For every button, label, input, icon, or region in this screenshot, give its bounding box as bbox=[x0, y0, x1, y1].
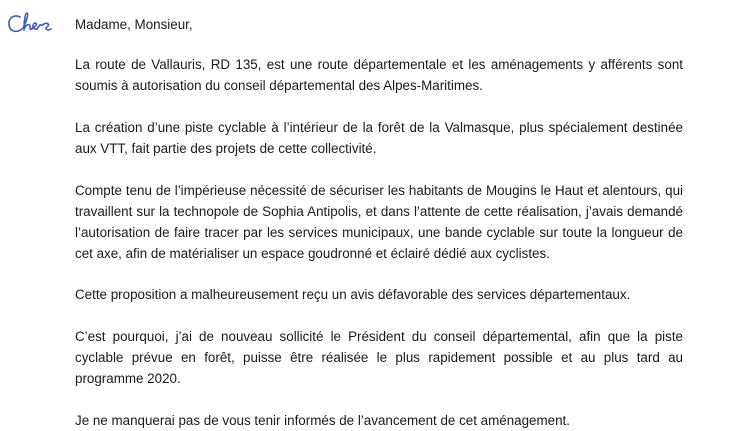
paragraph-sollicitation-president: C’est pourquoi, j’ai de nouveau sollicité le Président du conseil départemental, afin que la piste cyclable prévue en forêt, puisse être réalisée le plus rapidement possible et au plus tard au programme 2020. bbox=[75, 329, 683, 386]
paragraph-bande-cyclable: Compte tenu de l’impérieuse nécessité de sécuriser les habitants de Mougins le Haut et alentours, qui travaillent sur la technopole de Sophia Antipolis, et dans l’attente de cette réalisation, j’avais demandé l’autorisation de faire tracer par les services municipaux, une bande cyclable sur toute la longueur de cet axe, afin de matérialiser un espace goudronné et éclairé dédié aux cyclistes. bbox=[75, 183, 683, 261]
handwritten-greeting bbox=[6, 8, 66, 42]
paragraph-conclusion: Je ne manquerai pas de vous tenir informés de l’avancement de cet aménagement. bbox=[75, 413, 570, 428]
salutation: Madame, Monsieur, bbox=[75, 17, 193, 32]
paragraph-route-vallauris: La route de Vallauris, RD 135, est une route départementale et les aménagements y afférents sont soumis à autorisation du conseil départemental des Alpes-Maritimes. bbox=[75, 57, 683, 93]
paragraph-avis-defavorable: Cette proposition a malheureusement reçu un avis défavorable des services départementaux. bbox=[75, 287, 631, 302]
paragraph-piste-valmasque: La création d’une piste cyclable à l’intérieur de la forêt de la Valmasque, plus spécialement destinée aux VTT, fait partie des projets de cette collectivité. bbox=[75, 120, 683, 156]
letter-body bbox=[75, 14, 683, 431]
